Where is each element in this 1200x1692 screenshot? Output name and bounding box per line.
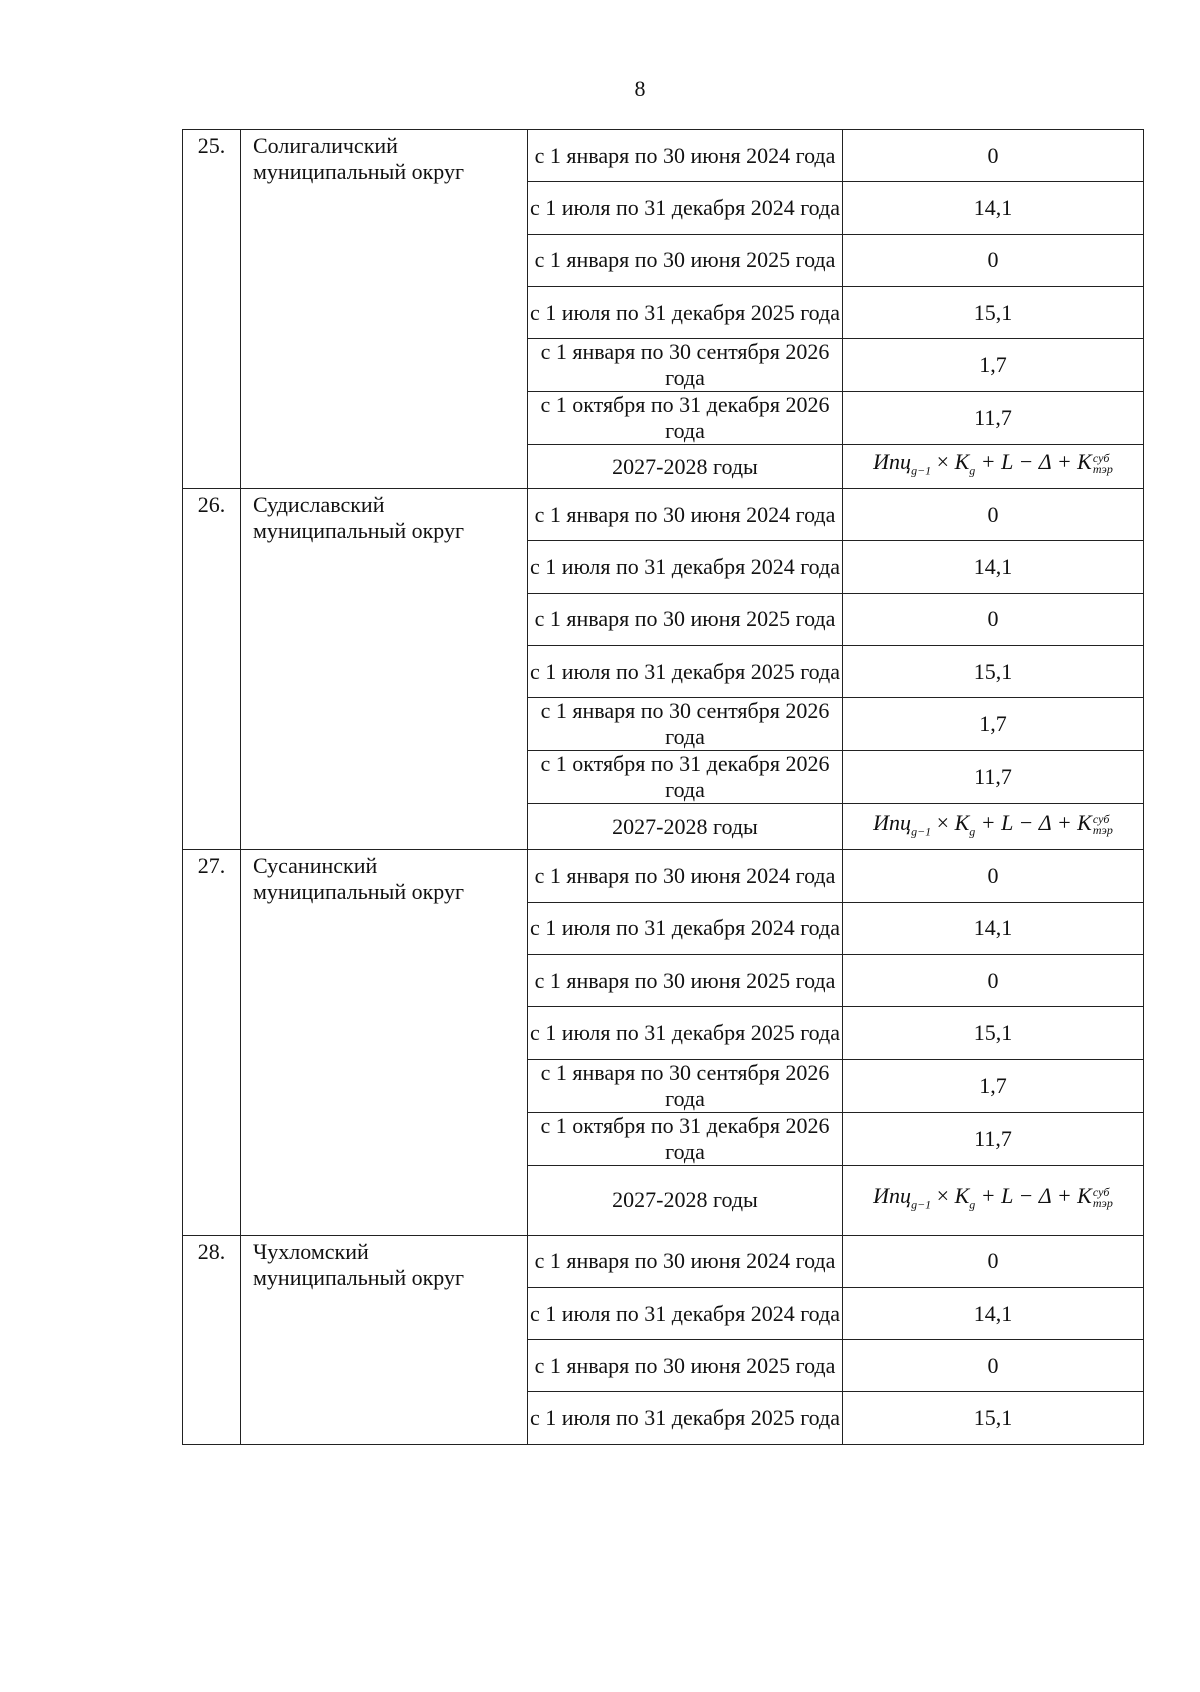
period-cell: с 1 января по 30 июня 2024 года [528,130,843,182]
value-cell: 14,1 [843,541,1144,593]
formula-part: g [969,463,976,478]
period-cell: с 1 октября по 31 декабря 2026 года [528,1112,843,1165]
formula-superscript: суб [1092,811,1110,826]
period-cell: с 1 июля по 31 декабря 2024 года [528,1287,843,1339]
formula-sup-sub [1093,453,1113,475]
period-cell: 2027-2028 годы [528,445,843,489]
index-formula [873,1182,1113,1212]
period-cell: с 1 января по 30 июня 2024 года [528,1235,843,1287]
value-cell: 15,1 [843,1392,1144,1444]
value-cell: 0 [843,593,1144,645]
table-row [183,489,1144,541]
period-cell: с 1 июля по 31 декабря 2024 года [528,182,843,234]
value-cell: 14,1 [843,1287,1144,1339]
formula-part: K [954,809,970,835]
period-cell: с 1 января по 30 июня 2024 года [528,850,843,902]
period-cell: с 1 января по 30 сентября 2026 года [528,698,843,751]
period-cell: с 1 июля по 31 декабря 2024 года [528,902,843,954]
period-cell: с 1 июля по 31 декабря 2025 года [528,286,843,338]
formula-part: K [1077,449,1092,475]
index-formula [873,809,1113,839]
formula-cell [843,445,1144,489]
table-row [183,1235,1144,1287]
value-cell: 0 [843,489,1144,541]
formula-part: × [931,1182,955,1208]
value-cell: 11,7 [843,1112,1144,1165]
formula-part: K [1077,809,1092,835]
period-cell: с 1 июля по 31 декабря 2025 года [528,646,843,698]
period-cell: с 1 октября по 31 декабря 2026 года [528,392,843,445]
value-cell: 0 [843,1235,1144,1287]
value-cell: 1,7 [843,339,1144,392]
row-number: 26. [183,489,241,850]
value-cell: 0 [843,850,1144,902]
formula-part: g−1 [911,824,932,839]
formula-part: g−1 [911,1197,932,1212]
formula-part: K [954,1182,970,1208]
formula-part: g [969,1197,976,1212]
value-cell: 0 [843,1340,1144,1392]
value-cell: 0 [843,954,1144,1006]
value-cell: 1,7 [843,1059,1144,1112]
table-row [183,850,1144,902]
period-cell: с 1 июля по 31 декабря 2024 года [528,541,843,593]
period-cell: с 1 января по 30 июня 2025 года [528,593,843,645]
value-cell: 11,7 [843,751,1144,804]
formula-part: × [931,809,955,835]
value-cell: 11,7 [843,392,1144,445]
row-number: 25. [183,130,241,489]
formula-superscript: суб [1092,1184,1110,1199]
district-name: Судиславский муниципальный округ [241,489,528,850]
table-row [183,130,1144,182]
formula-part: Ипц [873,1182,912,1208]
value-cell: 14,1 [843,902,1144,954]
value-cell: 15,1 [843,286,1144,338]
period-cell: с 1 июля по 31 декабря 2025 года [528,1392,843,1444]
formula-subscript: тэр [1092,1195,1113,1210]
period-cell: с 1 января по 30 сентября 2026 года [528,339,843,392]
period-cell: 2027-2028 годы [528,804,843,850]
formula-cell [843,1165,1144,1235]
formula-subscript: тэр [1092,462,1113,477]
value-cell: 14,1 [843,182,1144,234]
value-cell: 15,1 [843,1007,1144,1059]
formula-part: g−1 [911,463,932,478]
formula-cell [843,804,1144,850]
formula-part: g [969,824,976,839]
period-cell: 2027-2028 годы [528,1165,843,1235]
formula-part: + L − Δ + [975,809,1078,835]
formula-subscript: тэр [1092,822,1113,837]
formula-part: Ипц [873,449,912,475]
value-cell: 1,7 [843,698,1144,751]
formula-part: + L − Δ + [975,1182,1078,1208]
period-cell: с 1 января по 30 июня 2025 года [528,234,843,286]
period-cell: с 1 января по 30 июня 2025 года [528,1340,843,1392]
period-cell: с 1 октября по 31 декабря 2026 года [528,751,843,804]
formula-part: + L − Δ + [975,449,1078,475]
formula-sup-sub [1092,1184,1113,1210]
district-name: Сусанинский муниципальный округ [241,850,528,1235]
formula-part: K [954,449,970,475]
district-name: Чухломский муниципальный округ [241,1235,528,1444]
period-cell: с 1 января по 30 июня 2025 года [528,954,843,1006]
value-cell: 15,1 [843,646,1144,698]
period-cell: с 1 июля по 31 декабря 2025 года [528,1007,843,1059]
formula-part: Ипц [873,809,912,835]
formula-part: K [1077,1182,1092,1208]
formula-superscript: суб [1092,451,1110,466]
value-cell: 0 [843,234,1144,286]
tariff-table [182,129,1144,1445]
row-number: 28. [183,1235,241,1444]
period-cell: с 1 января по 30 июня 2024 года [528,489,843,541]
formula-sup-sub [1092,811,1113,837]
index-formula [873,449,1113,478]
row-number: 27. [183,850,241,1235]
period-cell: с 1 января по 30 сентября 2026 года [528,1059,843,1112]
page-number: 8 [634,76,646,101]
value-cell: 0 [843,130,1144,182]
formula-part: × [931,449,955,475]
district-name: Солигаличский муниципальный округ [241,130,528,489]
